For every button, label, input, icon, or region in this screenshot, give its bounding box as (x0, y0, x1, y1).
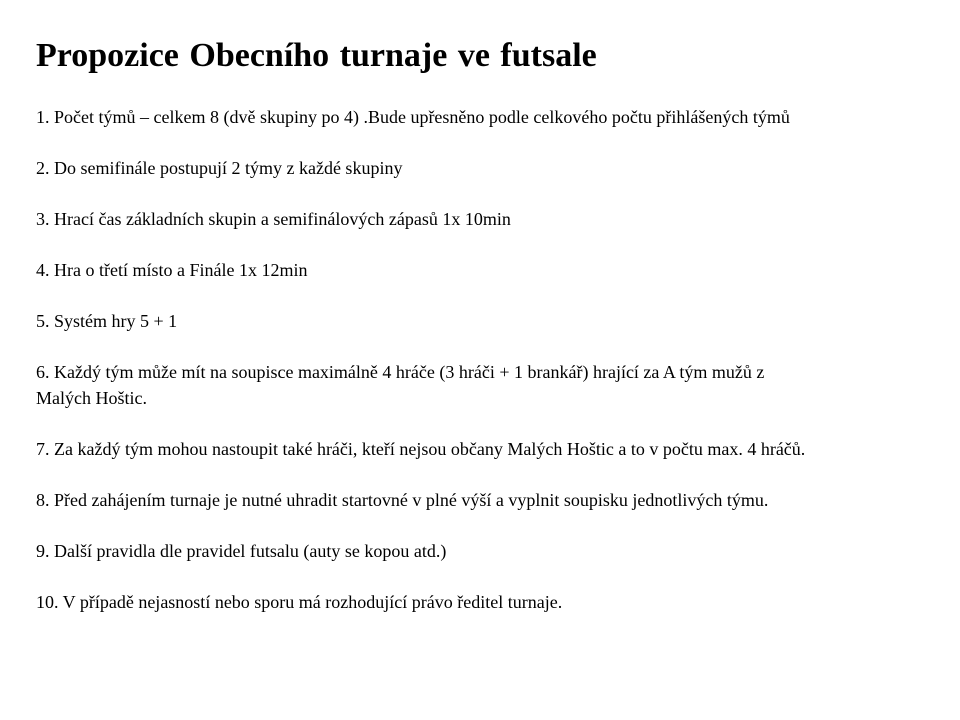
page-title: Propozice Obecního turnaje ve futsale (36, 37, 597, 74)
rule-1: 1. Počet týmů – celkem 8 (dvě skupiny po 4) .Bude upřesněno podle celkového počtu přihlášených týmů (36, 107, 790, 127)
rule-6-line-2: Malých Hoštic. (36, 388, 147, 408)
rule-9: 9. Další pravidla dle pravidel futsalu (auty se kopou atd.) (36, 541, 447, 561)
rule-5: 5. Systém hry 5 + 1 (36, 311, 178, 331)
rule-8: 8. Před zahájením turnaje je nutné uhradit startovné v plné výší a vyplnit soupisku jednotlivých týmu. (36, 490, 769, 510)
rule-4: 4. Hra o třetí místo a Finále 1x 12min (36, 260, 308, 280)
rule-2: 2. Do semifinále postupují 2 týmy z každé skupiny (36, 158, 403, 178)
rule-6-line-1: 6. Každý tým může mít na soupisce maximálně 4 hráče (3 hráči + 1 brankář) hrající za A tým mužů z (36, 362, 765, 382)
rules-list (36, 104, 952, 640)
rule-7: 7. Za každý tým mohou nastoupit také hráči, kteří nejsou občany Malých Hoštic a to v počtu max. 4 hráčů. (36, 439, 806, 459)
rule-10: 10. V případě nejasností nebo sporu má rozhodující právo ředitel turnaje. (36, 592, 563, 612)
rule-6 (36, 359, 952, 411)
rule-3: 3. Hrací čas základních skupin a semifinálových zápasů 1x 10min (36, 209, 511, 229)
